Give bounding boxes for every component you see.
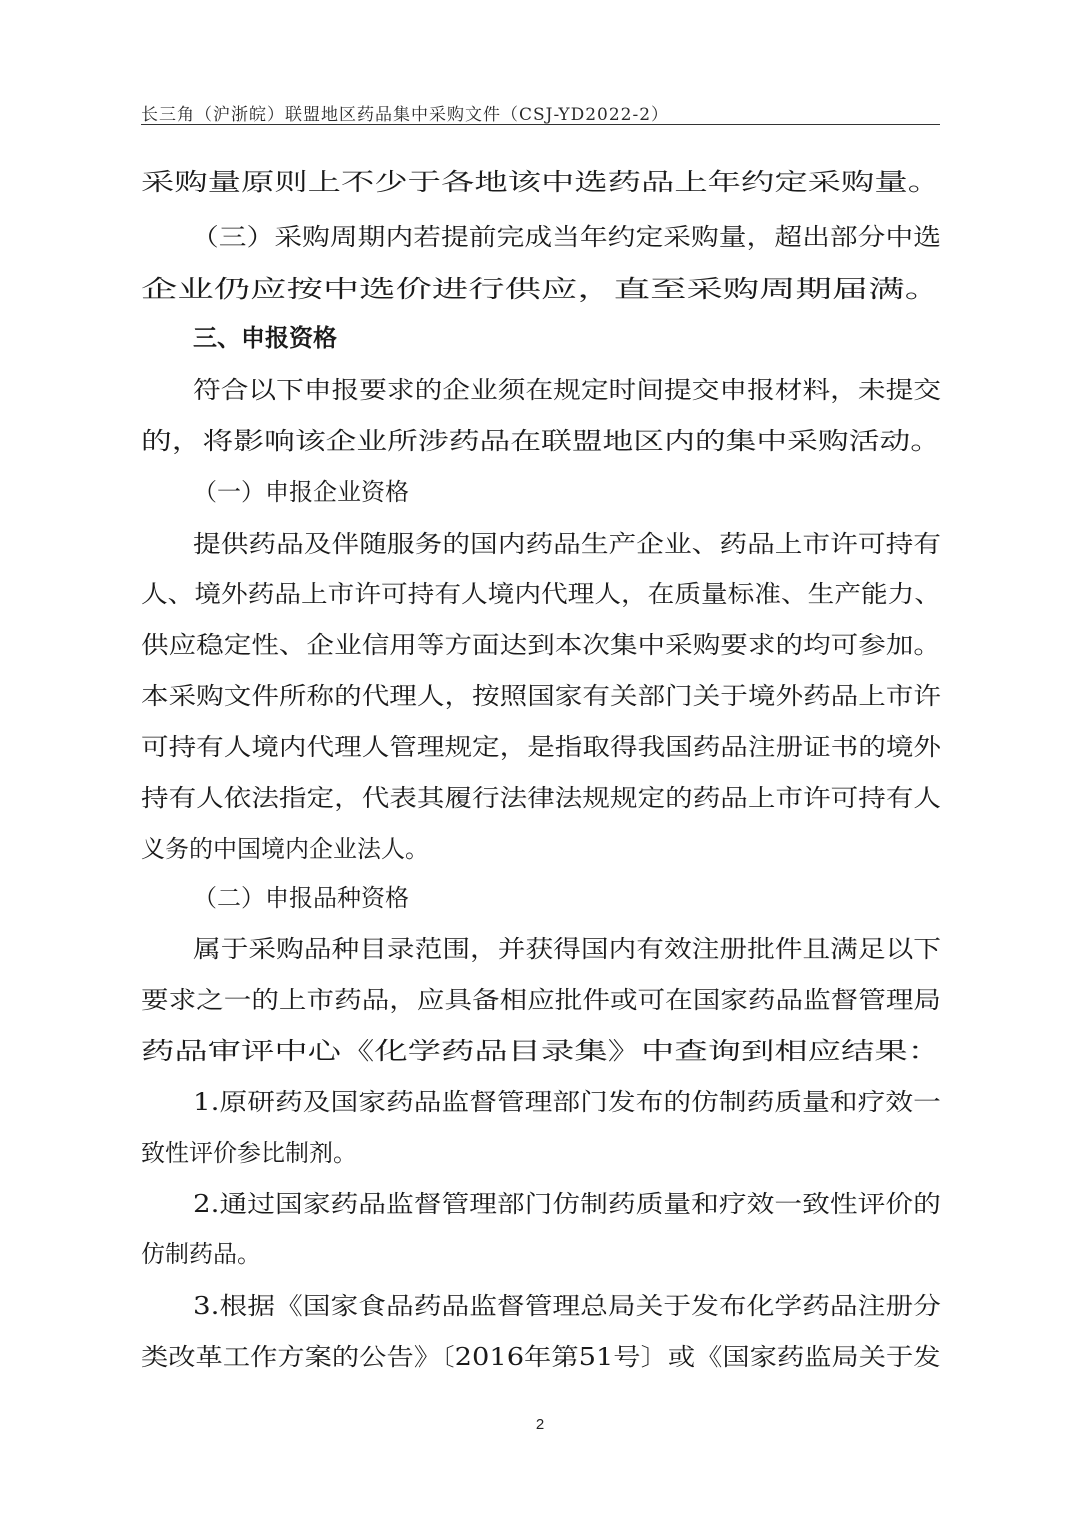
page-number: 2: [535, 1416, 545, 1433]
section-title-application-qualification: 三、申报资格: [193, 324, 337, 352]
text-line-18: 药品审评中心《化学药品目录集》中查询到相应结果：: [141, 1037, 941, 1065]
text-line-10: 供应稳定性、企业信用等方面达到本次集中采购要求的均可参加。: [141, 631, 941, 659]
subsection-title-variety: （二）申报品种资格: [193, 884, 409, 912]
text-line-2: （三）采购周期内若提前完成当年约定采购量，超出部分中选: [191, 223, 941, 251]
text-line-6: 的，将影响该企业所涉药品在联盟地区内的集中采购活动。: [141, 427, 941, 455]
list-item-3-line-1: 3.根据《国家食品药品监督管理总局关于发布化学药品注册分: [193, 1292, 941, 1320]
subsection-title-enterprise: （一）申报企业资格: [193, 478, 409, 506]
text-line-16: 属于采购品种目录范围，并获得国内有效注册批件且满足以下: [193, 935, 941, 963]
text-line-17: 要求之一的上市药品，应具备相应批件或可在国家药品监督管理局: [141, 986, 941, 1014]
list-item-2-line-1: 2.通过国家药品监督管理部门仿制药质量和疗效一致性评价的: [193, 1190, 941, 1218]
list-item-2-line-2: 仿制药品。: [141, 1240, 261, 1268]
text-line-1: 采购量原则上不少于各地该中选药品上年约定采购量。: [141, 168, 941, 196]
text-line-9: 人、境外药品上市许可持有人境内代理人，在质量标准、生产能力、: [141, 580, 942, 608]
text-line-13: 持有人依法指定，代表其履行法律法规规定的药品上市许可持有人: [141, 784, 941, 812]
list-item-1-line-1: 1.原研药及国家药品监督管理部门发布的仿制药质量和疗效一: [193, 1088, 941, 1116]
text-line-12: 可持有人境内代理人管理规定，是指取得我国药品注册证书的境外: [141, 733, 941, 761]
text-line-14: 义务的中国境内企业法人。: [141, 835, 429, 863]
list-item-3-line-2: 类改革工作方案的公告》〔2016年第51号〕或《国家药监局关于发: [141, 1343, 941, 1371]
list-item-1-line-2: 致性评价参比制剂。: [141, 1139, 357, 1167]
text-line-5: 符合以下申报要求的企业须在规定时间提交申报材料，未提交: [193, 376, 941, 404]
running-header: 长三角（沪浙皖）联盟地区药品集中采购文件（CSJ-YD2022-2）: [141, 105, 670, 125]
header-rule: [141, 124, 940, 125]
text-line-8: 提供药品及伴随服务的国内药品生产企业、药品上市许可持有: [193, 530, 941, 558]
text-line-11: 本采购文件所称的代理人，按照国家有关部门关于境外药品上市许: [141, 682, 941, 710]
text-line-3: 企业仍应按中选价进行供应，直至采购周期届满。: [141, 275, 941, 303]
